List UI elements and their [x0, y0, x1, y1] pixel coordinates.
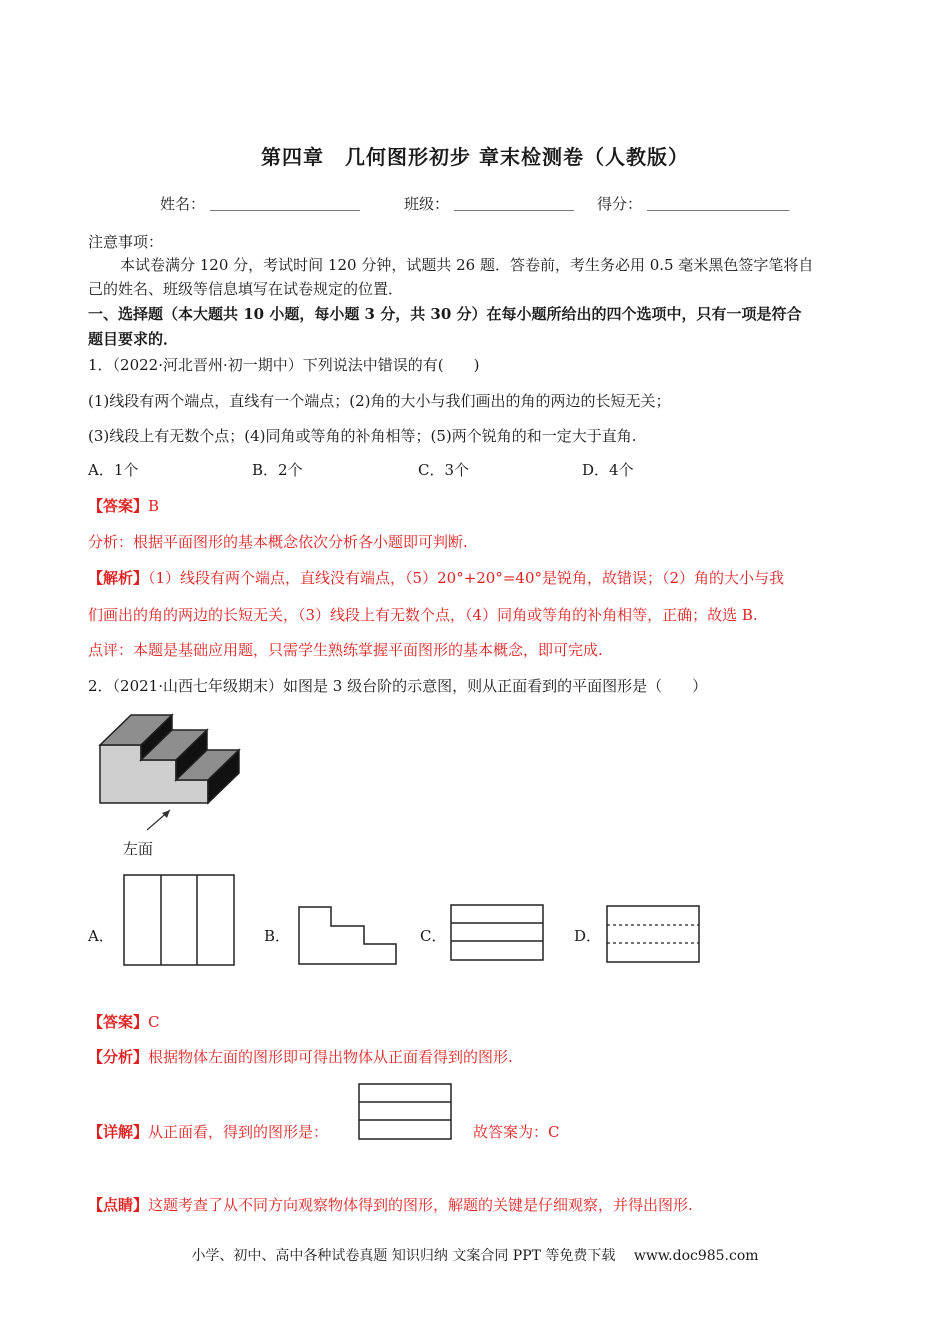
q2-option-d-figure [606, 905, 701, 965]
q2-final-answer: 故答案为：C [473, 1123, 560, 1141]
name-field[interactable]: ____________________ [210, 193, 360, 211]
q1-jiexi-line2: 们画出的角的两边的长短无关，（3）线段上有无数个点，（4）同角或等角的补角相等，正确；故选 B. [88, 606, 758, 624]
answer-value: C [148, 1013, 160, 1031]
score-label: 得分： [597, 195, 643, 213]
answer-value: B [148, 497, 160, 515]
q1-option-c: C．3个 [418, 461, 470, 479]
name-label: 姓名： [160, 195, 206, 213]
section-heading-line2: 题目要求的． [88, 330, 179, 348]
figure-label-left-face: 左面 [123, 840, 154, 858]
q2-remark [88, 1194, 693, 1215]
jiexi-tag: 【解析】 [88, 569, 149, 587]
q2-option-b-figure [298, 906, 398, 966]
xiangjie-text: 从正面看，得到的图形是： [148, 1123, 329, 1141]
q1-analysis: 分析：根据平面图形的基本概念依次分析各小题即可判断. [88, 533, 468, 551]
xiangjie-tag: 【详解】 [88, 1123, 149, 1141]
q2-option-c-figure [450, 904, 545, 962]
q1-option-d: D．4个 [582, 461, 634, 479]
q1-option-b: B．2个 [252, 461, 303, 479]
q1-jiexi-line1 [88, 567, 784, 588]
q2-option-b: B． [264, 927, 291, 945]
dianjing-text: 这题考查了从不同方向观察物体得到的图形，解题的关键是仔细观察，并得出图形. [148, 1196, 693, 1214]
q2-answer [88, 1011, 160, 1032]
page-title: 第四章 几何图形初步 章末检测卷（人教版） [261, 145, 689, 169]
class-label: 班级： [404, 195, 450, 213]
notice-heading: 注意事项： [88, 233, 164, 251]
fenxi-tag: 【分析】 [88, 1048, 149, 1066]
notice-text-line1: 本试卷满分 120 分，考试时间 120 分钟，试题共 26 题．答卷前，考生务必用 0.5 毫米黑色签字笔将自 [120, 256, 814, 274]
q2-option-d: D． [574, 927, 602, 945]
student-info-fields [0, 193, 950, 215]
q1-answer [88, 495, 159, 516]
answer-tag: 【答案】 [88, 1013, 149, 1031]
q2-solution-figure [358, 1083, 453, 1141]
jiexi-text: （1）线段有两个端点，直线没有端点，（5）20°+20°=40°是锐角，故错误；（2）角的大小与我 [148, 569, 785, 587]
fenxi-text: 根据物体左面的图形即可得出物体从正面看得到的图形. [148, 1048, 513, 1066]
q2-option-a: A． [88, 927, 114, 945]
dianjing-tag: 【点睛】 [88, 1196, 149, 1214]
answer-tag: 【答案】 [88, 497, 149, 515]
q2-analysis [88, 1046, 513, 1067]
stairs-3d-figure [95, 705, 275, 860]
section-heading-line1: 一、选择题（本大题共 10 小题，每小题 3 分，共 30 分）在每小题所给出的四个选项中，只有一项是符合 [88, 305, 802, 323]
q2-detail [88, 1121, 328, 1142]
q1-stem: 1．（2022·河北晋州·初一期中）下列说法中错误的有( ) [88, 356, 480, 374]
q1-comment: 点评：本题是基础应用题，只需学生熟练掌握平面图形的基本概念，即可完成. [88, 641, 603, 659]
q2-option-a-figure [123, 874, 235, 966]
notice-text-line2: 己的姓名、班级等信息填写在试卷规定的位置． [88, 280, 404, 298]
q1-option-a: A．1个 [88, 461, 139, 479]
q1-statement-2: (3)线段上有无数个点；(4)同角或等角的补角相等；(5)两个锐角的和一定大于直角. [88, 427, 637, 445]
q2-option-c: C． [420, 927, 447, 945]
page-footer: 小学、初中、高中各种试卷真题 知识归纳 文案合同 PPT 等免费下载 www.doc985.com [191, 1248, 759, 1264]
class-field[interactable]: ________________ [454, 193, 574, 211]
score-field[interactable]: ___________________ [647, 193, 790, 211]
q1-statement-1: (1)线段有两个端点，直线有一个端点；(2)角的大小与我们画出的角的两边的长短无关； [88, 392, 671, 410]
q2-stem: 2．（2021·山西七年级期末）如图是 3 级台阶的示意图，则从正面看到的平面图形是（ ） [88, 677, 708, 695]
